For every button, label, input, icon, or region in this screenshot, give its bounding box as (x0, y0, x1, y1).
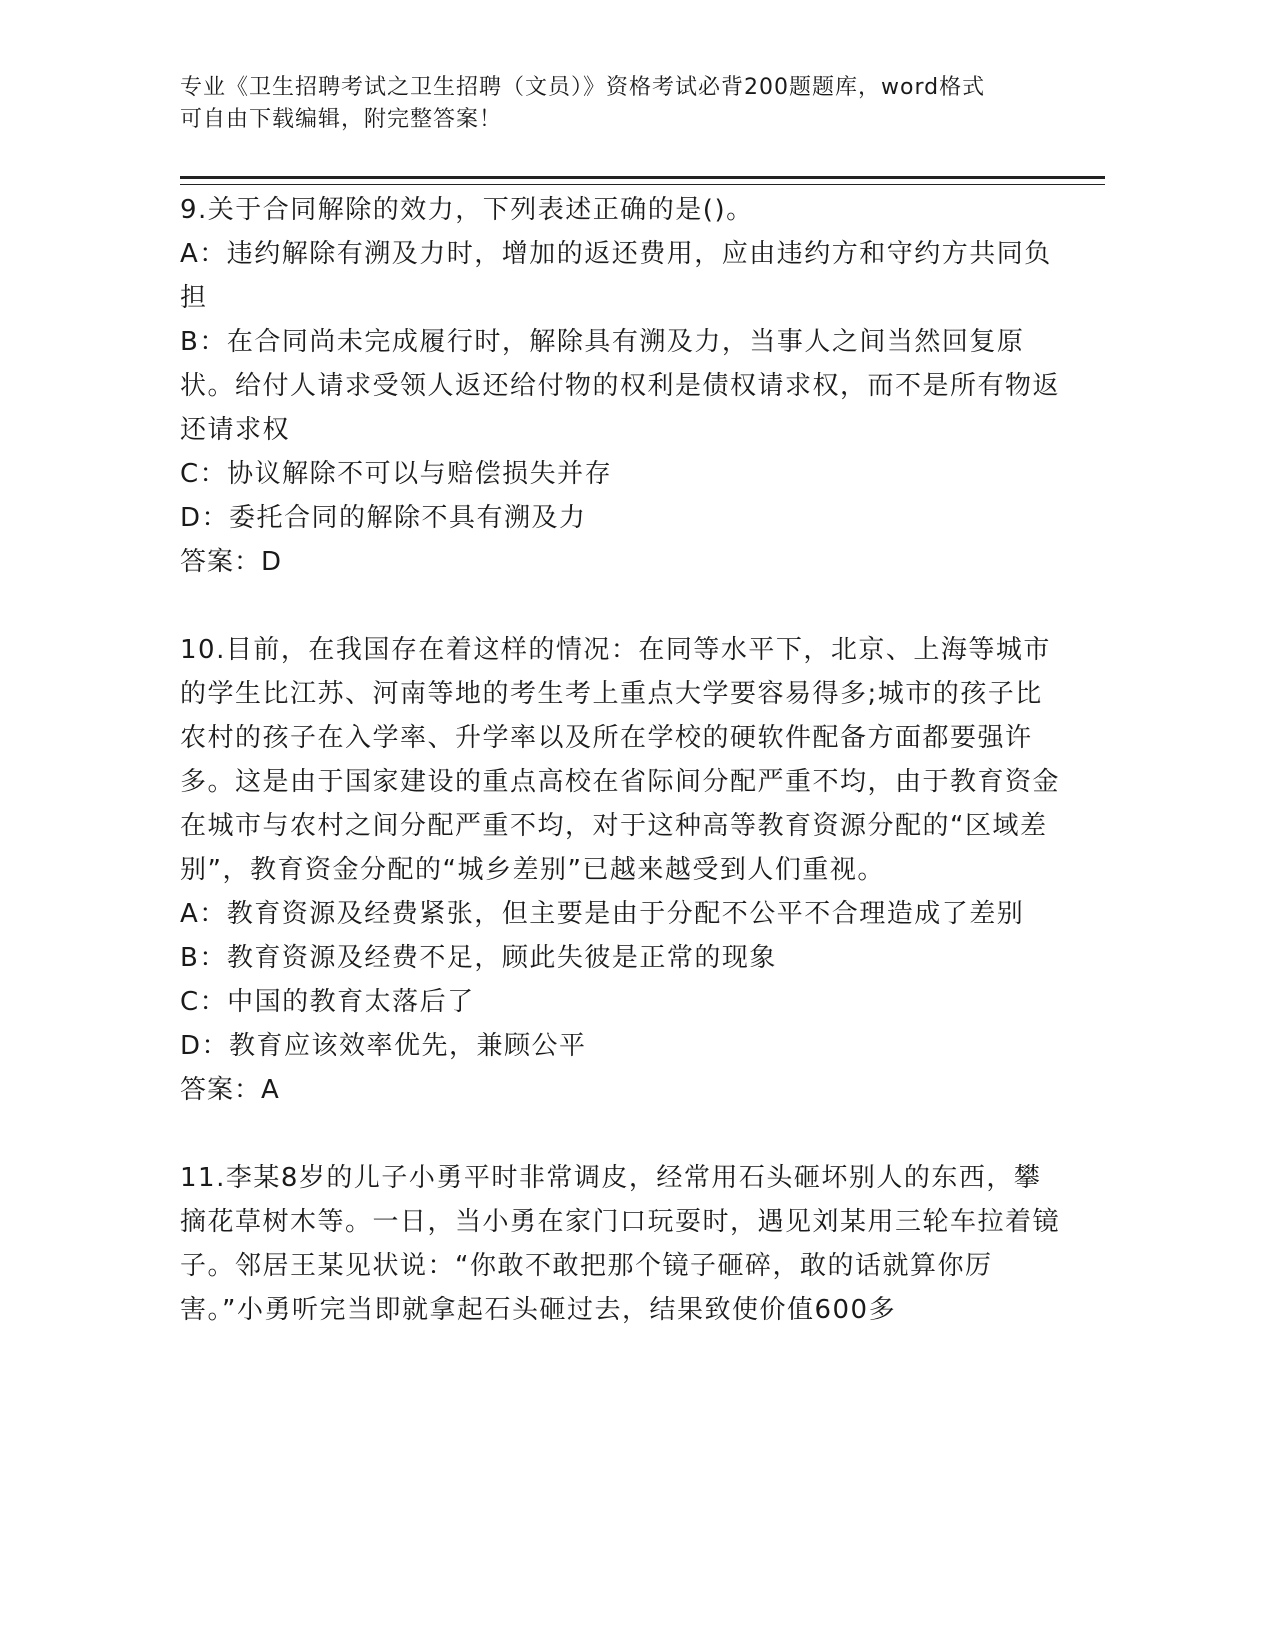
option-c: C：中国的教育太落后了 (180, 987, 475, 1017)
header-title-line-2: 可自由下载编辑，附完整答案！ (180, 107, 503, 132)
header-divider-thick (180, 176, 1105, 179)
option-a: A：教育资源及经费紧张，但主要是由于分配不公平不合理造成了差别 (180, 899, 1025, 929)
question-11 (180, 1156, 1060, 1332)
question-stem: 11.李某8岁的儿子小勇平时非常调皮，经常用石头砸坏别人的东西，攀摘花草树木等。一日，当小勇在家门口玩耍时，遇见刘某用三轮车拉着镜子。邻居王某见状说：“你敢不敢把那个镜子砸碎，敢的话就算你厉害。”小勇听完当即就拿起石头砸过去，结果致使价值600多 (180, 1163, 1061, 1325)
question-list (180, 188, 1060, 1332)
option-b: B：在合同尚未完成履行时，解除具有溯及力，当事人之间当然回复原状。给付人请求受领人返还给付物的权利是债权请求权，而不是所有物返还请求权 (180, 327, 1061, 445)
option-b: B：教育资源及经费不足，顾此失彼是正常的现象 (180, 943, 777, 973)
header-title-line-1: 专业《卫生招聘考试之卫生招聘（文员）》资格考试必背200题题库，word格式 (180, 75, 986, 100)
option-c: C：协议解除不可以与赔偿损失并存 (180, 459, 613, 489)
option-d: D：教育应该效率优先，兼顾公平 (180, 1031, 587, 1061)
question-9 (180, 188, 1060, 584)
question-10 (180, 628, 1060, 1112)
answer-label: 答案：A (180, 1075, 280, 1105)
header-divider-thin (180, 184, 1105, 185)
page-header (180, 72, 1060, 136)
question-stem: 9.关于合同解除的效力，下列表述正确的是()。 (180, 195, 754, 225)
option-a: A：违约解除有溯及力时，增加的返还费用，应由违约方和守约方共同负担 (180, 239, 1052, 313)
answer-label: 答案：D (180, 547, 283, 577)
option-d: D：委托合同的解除不具有溯及力 (180, 503, 587, 533)
question-stem: 10.目前，在我国存在着这样的情况：在同等水平下，北京、上海等城市的学生比江苏、河南等地的考生考上重点大学要容易得多;城市的孩子比农村的孩子在入学率、升学率以及所在学校的硬软件配备方面都要强许多。这是由于国家建设的重点高校在省际间分配严重不均，由于教育资金在城市与农村之间分配严重不均，对于这种高等教育资源分配的“区域差别”，教育资金分配的“城乡差别”已越来越受到人们重视。 (180, 635, 1061, 885)
